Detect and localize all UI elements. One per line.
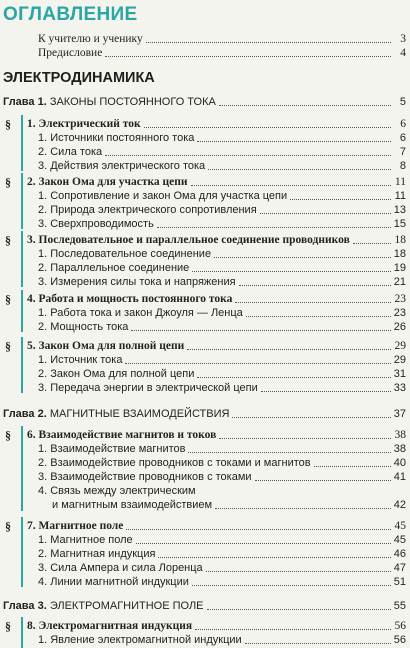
page-number: 7 [399,146,406,158]
toc-chapter-1[interactable] [3,95,406,109]
page-number: 37 [393,408,406,420]
leader-dots [255,480,391,481]
leader-dots [208,169,391,170]
toc-item[interactable] [38,247,406,261]
section-label: 2. Закон Ома для участка цепи [27,176,188,188]
item-label: и магнитным взаимодействием [52,499,213,511]
leader-dots [353,243,391,244]
item-label: 2. Природа электрического сопротивления [38,204,257,216]
page-number: 29 [394,340,406,352]
section-bar [21,173,23,229]
item-label: 2. Мощность тока [38,321,129,333]
toc-section-4[interactable] [27,292,406,306]
page-number: 3 [400,33,406,45]
leader-dots [290,199,391,200]
page-number: 55 [393,600,406,612]
item-label: 1. Последовательное соединение [38,248,212,260]
toc-section-5[interactable] [27,339,406,353]
page-number: 42 [393,499,406,511]
page-number: 18 [394,234,406,246]
section-label: 7. Магнитное поле [27,520,124,532]
section-symbol: § [5,175,11,189]
leader-dots [158,557,390,558]
page-number: 18 [393,248,406,260]
leader-dots [192,271,390,272]
item-label: 3. Взаимодействие проводников с токами [38,471,252,483]
toc-item[interactable] [38,367,406,381]
toc-item[interactable] [38,275,406,289]
page-number: 56 [393,634,406,646]
page-number: 45 [394,520,406,532]
toc-item[interactable] [38,575,406,589]
leader-dots [131,330,390,331]
toc-section-7[interactable] [27,519,406,533]
section-bar [21,517,23,587]
toc-item[interactable] [38,217,406,231]
page-number: 4 [400,47,406,59]
leader-dots [214,257,391,258]
toc-item[interactable] [38,456,406,470]
item-label: 3. Сила Ампера и сила Лоренца [38,562,203,574]
leader-dots [188,452,390,453]
page-number: 26 [393,321,406,333]
page-number: 40 [393,457,406,469]
leader-dots [105,155,391,156]
toc-chapter-3[interactable] [3,599,406,613]
chapter-label: Глава 3. ЭЛЕКТРОМАГНИТНОЕ ПОЛЕ [3,600,204,612]
leader-dots [239,285,391,286]
toc-chapter-2[interactable] [3,407,406,421]
leader-dots [197,377,390,378]
toc-item[interactable] [38,633,406,647]
page-number: 33 [393,382,406,394]
section-symbol: § [5,292,11,306]
page-title: ОГЛАВЛЕНИЕ [3,4,138,25]
section-symbol: § [5,233,11,247]
item-label: 2. Закон Ома для полной цепи [38,368,195,380]
section-bar [21,290,23,332]
section-label: 6. Взаимодействие магнитов и токов [27,429,217,441]
page-number: 11 [394,176,406,188]
entry-label: К учителю и ученику [38,33,143,45]
page-number: 47 [393,562,406,574]
section-symbol: § [5,117,11,131]
leader-dots [125,363,390,364]
item-label: 2. Сила тока [38,146,103,158]
leader-dots [157,227,391,228]
section-bar [21,617,23,648]
page-number: 23 [393,307,406,319]
section-symbol: § [5,619,11,633]
toc-section-8[interactable] [27,619,406,633]
item-label: 1. Взаимодействие магнитов [38,443,186,455]
section-bar [21,426,23,511]
leader-dots [245,643,391,644]
page-number: 41 [393,471,406,483]
page-number: 15 [393,218,406,230]
toc-item[interactable] [38,131,406,145]
item-label: 1. Сопротивление и закон Ома для участка цепи [38,190,288,202]
toc-section-3[interactable] [27,233,406,247]
toc-entry-preface[interactable] [38,46,406,60]
page-number: 5 [399,96,406,108]
leader-dots [146,42,391,43]
section-label: 4. Работа и мощность постоянного тока [27,293,233,305]
toc-item[interactable] [38,189,406,203]
item-label: 3. Передача энергии в электрической цепи [38,382,258,394]
section-label: 3. Последовательное и параллельное соединение проводников [27,234,350,246]
toc-item[interactable] [38,159,406,173]
toc-item[interactable] [38,470,406,484]
leader-dots [144,127,391,128]
leader-dots [192,585,391,586]
toc-item[interactable] [38,353,406,367]
leader-dots [219,438,391,439]
item-label: 1. Источник тока [38,354,123,366]
leader-dots [197,141,391,142]
toc-entry-to-teacher[interactable] [38,32,406,46]
page-number: 31 [393,368,406,380]
page-number: 56 [394,620,406,632]
item-label: 2. Взаимодействие проводников с токами и магнитов [38,457,311,469]
toc-item[interactable] [38,261,406,275]
leader-dots [206,571,391,572]
leader-dots [219,105,391,106]
leader-dots [191,185,391,186]
leader-dots [207,609,391,610]
page-number: 51 [393,576,406,588]
page-number: 23 [394,293,406,305]
item-label: 3. Измерения силы тока и напряжения [38,276,236,288]
item-label: 1. Явление электромагнитной индукции [38,634,242,646]
section-bar [21,337,23,393]
item-label: 3. Действия электрического тока [38,160,206,172]
chapter-label: Глава 2. МАГНИТНЫЕ ВЗАИМОДЕЙСТВИЯ [3,408,230,420]
item-label: 2. Параллельное соединение [38,262,190,274]
toc-item[interactable] [38,381,406,395]
item-label: 1. Работа тока и закон Джоуля — Ленца [38,307,243,319]
page-number: 46 [393,548,406,560]
toc-item[interactable] [38,306,406,320]
toc-item[interactable] [38,203,406,217]
toc-section-1[interactable] [27,117,406,131]
page-number: 38 [393,443,406,455]
section-label: 5. Закон Ома для полной цепи [27,340,185,352]
toc-item-line1[interactable]: 4. Связь между электрическим [38,485,196,497]
section-label: 1. Электрический ток [27,118,141,130]
section-bar [21,231,23,287]
entry-label: Предисловие [38,47,103,59]
leader-dots [260,213,391,214]
item-label: 2. Магнитная индукция [38,548,156,560]
leader-dots [187,349,391,350]
section-symbol: § [5,519,11,533]
toc-section-6[interactable] [27,428,406,442]
leader-dots [136,543,391,544]
leader-dots [235,302,391,303]
section-bar [21,115,23,171]
page-number: 6 [400,118,406,130]
leader-dots [261,391,391,392]
part-title: ЭЛЕКТРОДИНАМИКА [3,70,155,86]
leader-dots [126,529,391,530]
item-label: 1. Источники постоянного тока [38,132,195,144]
page-number: 21 [393,276,406,288]
page-number: 19 [393,262,406,274]
leader-dots [232,417,390,418]
section-symbol: § [5,428,11,442]
item-label: 1. Магнитное поле [38,534,133,546]
page-number: 29 [393,354,406,366]
section-symbol: § [5,339,11,353]
toc-section-2[interactable] [27,175,406,189]
toc-item[interactable] [52,498,406,512]
page-number: 45 [393,534,406,546]
leader-dots [246,316,391,317]
toc-item[interactable] [38,547,406,561]
leader-dots [314,466,391,467]
page-number: 8 [399,160,406,172]
toc-item[interactable] [38,533,406,547]
item-label: 4. Линии магнитной индукции [38,576,189,588]
leader-dots [215,508,391,509]
chapter-label: Глава 1. ЗАКОНЫ ПОСТОЯННОГО ТОКА [3,96,216,108]
leader-dots [195,629,391,630]
page-number: 11 [394,190,406,202]
toc-item[interactable] [38,561,406,575]
toc-item[interactable] [38,320,406,334]
page-number: 6 [399,132,406,144]
item-label: 3. Сверхпроводимость [38,218,154,230]
page-number: 13 [393,204,406,216]
section-label: 8. Электромагнитная индукция [27,620,193,632]
toc-item[interactable] [38,145,406,159]
leader-dots [105,56,391,57]
page-number: 38 [394,429,406,441]
toc-item[interactable] [38,442,406,456]
